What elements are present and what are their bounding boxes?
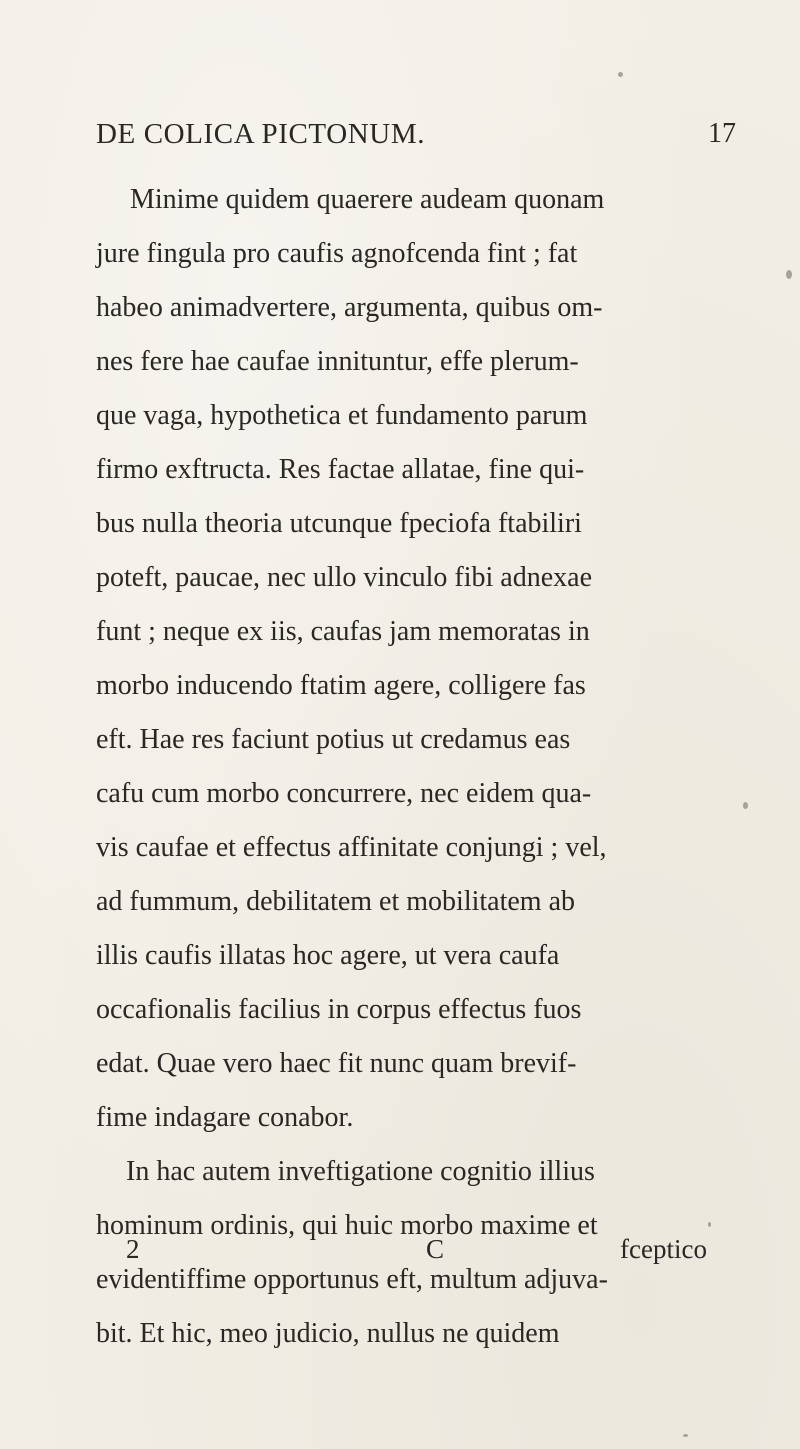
text-line: fime indagare conabor. (96, 1102, 354, 1133)
text-line: Minime quidem quaerere audeam quonam (130, 184, 605, 215)
text-line: hominum ordinis, qui huic morbo maxime et (96, 1210, 598, 1241)
text-line: funt ; neque ex iis, caufas jam memoratas in (96, 616, 590, 647)
ink-speck (786, 270, 792, 279)
text-line: vis caufae et effectus affinitate conjungi ; vel, (96, 832, 607, 863)
text-line: eft. Hae res faciunt potius ut credamus eas (96, 724, 571, 755)
text-line: evidentiffime opportunus eft, multum adjuva- (96, 1264, 608, 1295)
text-line: firmo exftructa. Res factae allatae, fine qui- (96, 454, 585, 485)
text-line: bus nulla theoria utcunque fpeciofa ftabiliri (96, 508, 582, 539)
ink-speck (708, 1222, 711, 1227)
text-line: cafu cum morbo concurrere, nec eidem qua- (96, 778, 592, 809)
text-line: que vaga, hypothetica et fundamento parum (96, 400, 588, 431)
signature-number: 2 (126, 1234, 140, 1264)
text-line: illis caufis illatas hoc agere, ut vera caufa (96, 940, 560, 971)
running-title: DE COLICA PICTONUM. (96, 118, 426, 150)
catchword: fceptico (620, 1234, 707, 1264)
text-line: bit. Et hic, meo judicio, nullus ne quidem (96, 1318, 560, 1349)
text-line: occafionalis facilius in corpus effectus fuos (96, 994, 582, 1025)
text-line: In hac autem inveftigatione cognitio illius (126, 1156, 595, 1187)
page-header (96, 118, 736, 158)
signature-letter: C (426, 1234, 445, 1264)
text-line: morbo inducendo ftatim agere, colligere fas (96, 670, 586, 701)
text-line: ad fummum, debilitatem et mobilitatem ab (96, 886, 575, 917)
text-line: poteft, paucae, nec ullo vinculo fibi adnexae (96, 562, 593, 593)
page-number: 17 (708, 118, 736, 149)
signature-line (0, 1236, 800, 1276)
ink-speck (743, 802, 748, 809)
text-line: habeo animadvertere, argumenta, quibus om- (96, 292, 603, 323)
ink-speck (683, 1434, 688, 1437)
ink-speck (618, 72, 623, 77)
text-line: nes fere hae caufae innituntur, effe plerum- (96, 346, 579, 377)
text-line: jure fingula pro caufis agnofcenda fint ; fat (96, 238, 578, 269)
text-line: edat. Quae vero haec fit nunc quam brevif- (96, 1048, 577, 1079)
